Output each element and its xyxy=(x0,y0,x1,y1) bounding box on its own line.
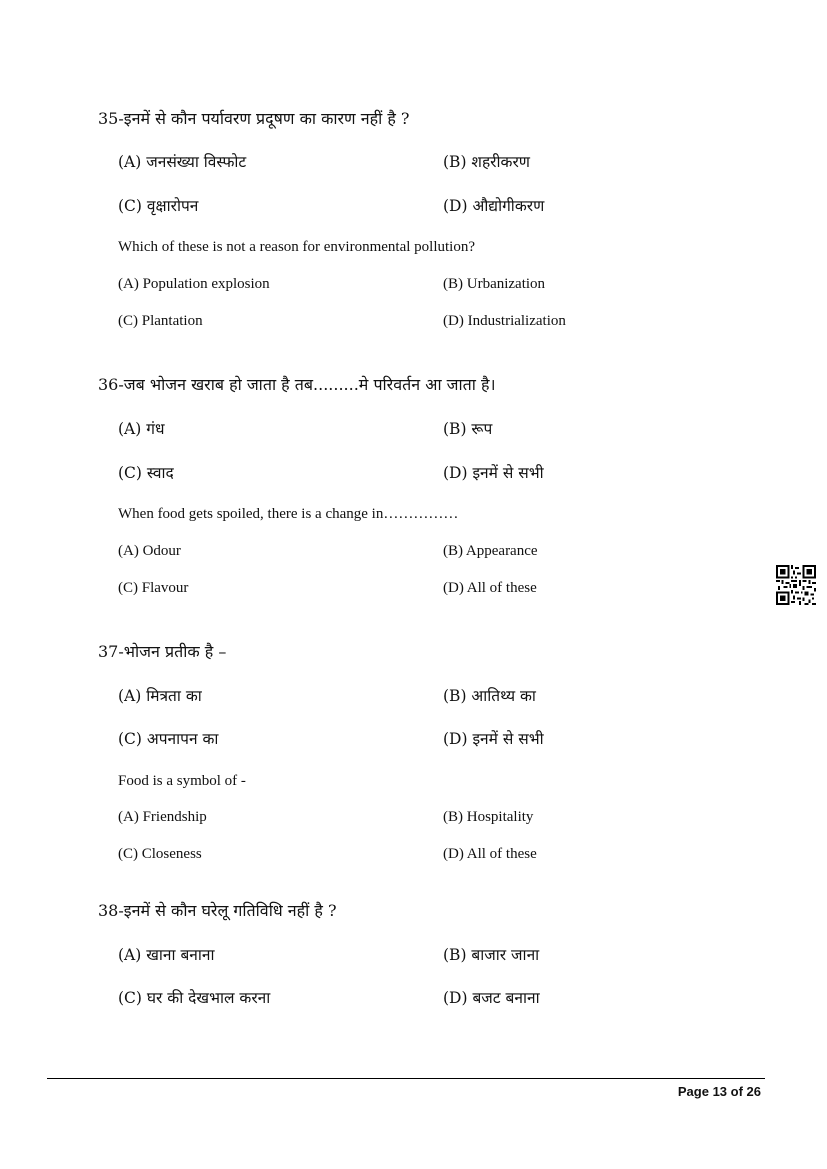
q37-hindi-option-b: (B) आतिथ्य का xyxy=(443,687,536,705)
q36-english-option-c: (C) Flavour xyxy=(118,580,189,596)
q37-english-option-c: (C) Closeness xyxy=(118,846,202,862)
question-38-hindi: 38-इनमें से कौन घरेलू गतिविधि नहीं है ? xyxy=(98,901,337,920)
q37-hindi-option-a: (A) मित्रता का xyxy=(118,687,202,705)
q37-hindi-option-d: (D) इनमें से सभी xyxy=(443,730,544,748)
q35-english-option-d: (D) Industrialization xyxy=(443,313,566,329)
q36-hindi-option-c: (C) स्वाद xyxy=(118,464,174,482)
q35-english-option-a: (A) Population explosion xyxy=(118,276,270,292)
question-36-english: When food gets spoiled, there is a change in…………… xyxy=(118,506,459,522)
page-number: Page 13 of 26 xyxy=(677,1084,761,1099)
q36-english-option-a: (A) Odour xyxy=(118,543,181,559)
q36-english-option-d: (D) All of these xyxy=(443,580,537,596)
q37-english-option-d: (D) All of these xyxy=(443,846,537,862)
q38-hindi-option-b: (B) बाजार जाना xyxy=(443,946,540,964)
q38-hindi-option-c: (C) घर की देखभाल करना xyxy=(118,989,271,1007)
q36-english-option-b: (B) Appearance xyxy=(443,543,538,559)
q36-hindi-option-d: (D) इनमें से सभी xyxy=(443,464,544,482)
q38-hindi-option-a: (A) खाना बनाना xyxy=(118,946,215,964)
q36-hindi-option-b: (B) रूप xyxy=(443,420,493,438)
question-35-english: Which of these is not a reason for environmental pollution? xyxy=(118,239,475,255)
q36-hindi-option-a: (A) गंध xyxy=(118,420,165,438)
q35-hindi-option-d: (D) औद्योगीकरण xyxy=(443,197,545,215)
question-37-hindi: 37-भोजन प्रतीक है – xyxy=(98,642,227,661)
question-37-english: Food is a symbol of - xyxy=(118,773,246,789)
question-36-hindi: 36-जब भोजन खराब हो जाता है तब.........मे परिवर्तन आ जाता है। xyxy=(98,375,496,394)
q38-hindi-option-d: (D) बजट बनाना xyxy=(443,989,540,1007)
q35-english-option-c: (C) Plantation xyxy=(118,313,203,329)
q35-english-option-b: (B) Urbanization xyxy=(443,276,546,292)
q35-hindi-option-c: (C) वृक्षारोपन xyxy=(118,197,199,215)
q35-hindi-option-a: (A) जनसंख्या विस्फोट xyxy=(118,153,247,171)
q37-english-option-a: (A) Friendship xyxy=(118,809,207,825)
q35-hindi-option-b: (B) शहरीकरण xyxy=(443,153,530,171)
q37-english-option-b: (B) Hospitality xyxy=(443,809,534,825)
q37-hindi-option-c: (C) अपनापन का xyxy=(118,730,219,748)
footer-divider xyxy=(47,1078,765,1079)
question-35-hindi: 35-इनमें से कौन पर्यावरण प्रदूषण का कारण नहीं है ? xyxy=(98,109,410,128)
qr-code-icon xyxy=(776,565,816,605)
